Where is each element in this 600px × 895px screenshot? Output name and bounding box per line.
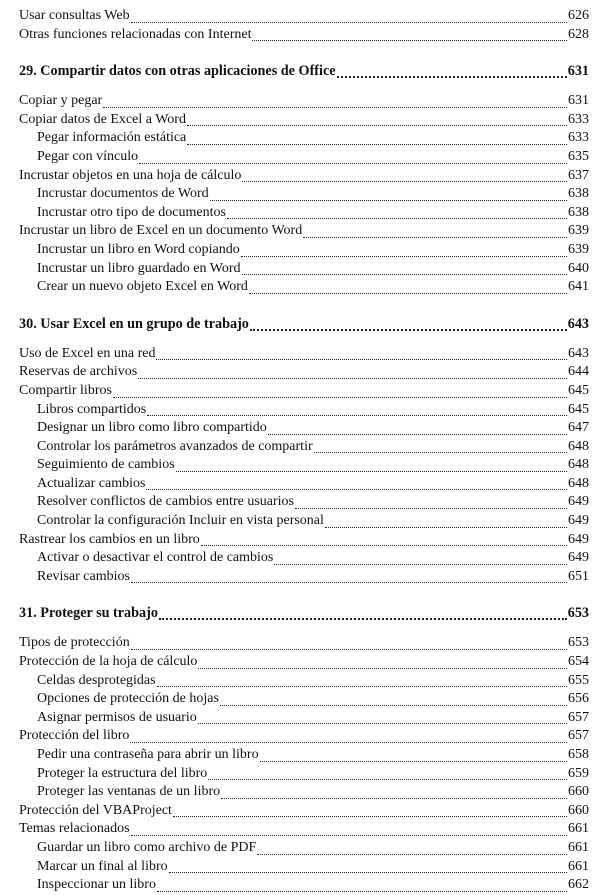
- toc-page-number: 637: [568, 167, 589, 183]
- toc-page-number: 649: [568, 550, 589, 566]
- toc-entry-title: Tipos de protección: [19, 635, 130, 651]
- dot-leader: [257, 853, 567, 855]
- toc-subentry: [19, 401, 589, 420]
- dot-leader: [250, 328, 567, 331]
- toc-entry-title: Incrustar un libro en Word copiando: [37, 241, 240, 257]
- toc-entry-title: Rastrear los cambios en un libro: [19, 531, 200, 547]
- toc-entry-title: Incrustar otro tipo de documentos: [37, 204, 226, 220]
- toc-page-number: 648: [568, 457, 589, 473]
- dot-leader: [325, 526, 567, 528]
- toc-entry-title: Actualizar cambios: [37, 475, 146, 491]
- toc-entry-title: Protección del libro: [19, 728, 130, 744]
- dot-leader: [198, 667, 567, 669]
- toc-subentry: [19, 709, 589, 728]
- toc-page-number: 641: [568, 279, 589, 295]
- dot-leader: [131, 581, 567, 583]
- toc-page-number: 660: [568, 802, 589, 818]
- toc-page-number: 647: [568, 420, 589, 436]
- dot-leader: [201, 544, 567, 546]
- dot-leader: [241, 255, 567, 257]
- toc-entry: [19, 345, 589, 364]
- toc-entry-title: 29. Compartir datos con otras aplicaciones de Office: [19, 63, 336, 80]
- toc-entry-title: Revisar cambios: [37, 568, 130, 584]
- toc-page-number: 655: [568, 672, 589, 688]
- dot-leader: [156, 358, 567, 360]
- dot-leader: [187, 143, 567, 145]
- toc-entry-title: Designar un libro como libro compartido: [37, 420, 267, 436]
- toc-page-number: 638: [568, 186, 589, 202]
- dot-leader: [242, 273, 568, 275]
- dot-leader: [208, 778, 567, 780]
- toc-entry: [19, 531, 589, 550]
- dot-leader: [113, 396, 567, 398]
- toc-entry: [19, 727, 589, 746]
- toc-page-number: 628: [568, 26, 589, 42]
- toc-entry-title: Resolver conflictos de cambios entre usuarios: [37, 494, 294, 510]
- toc-entry-title: Pegar información estática: [37, 130, 187, 146]
- toc-entry: [19, 167, 589, 186]
- toc-page-number: 633: [568, 130, 589, 146]
- toc-subentry: [19, 672, 589, 691]
- dot-leader: [138, 377, 567, 379]
- toc-entry-title: 31. Proteger su trabajo: [19, 605, 158, 622]
- dot-leader: [157, 890, 567, 892]
- dot-leader: [227, 217, 567, 219]
- toc-entry-title: Guardar un libro como archivo de PDF: [37, 839, 257, 855]
- toc-entry-title: Proteger las ventanas de un libro: [37, 784, 221, 800]
- toc-chapter-heading: [19, 603, 589, 623]
- toc-subentry: [19, 765, 589, 784]
- toc-entry-title: Controlar los parámetros avanzados de compartir: [37, 438, 313, 454]
- toc-page-number: 645: [568, 382, 589, 398]
- toc-page-number: 654: [568, 654, 589, 670]
- toc-page-number: 633: [568, 111, 589, 127]
- toc-page-number: 635: [568, 148, 589, 164]
- toc-entry-title: Compartir libros: [19, 382, 112, 398]
- dot-leader: [314, 451, 567, 453]
- toc-page-number: 656: [568, 691, 589, 707]
- dot-leader: [252, 39, 567, 41]
- chapter-spacer: [19, 297, 589, 314]
- toc-page-number: 649: [568, 494, 589, 510]
- toc-subentry: [19, 438, 589, 457]
- toc-page-number: 639: [568, 241, 589, 257]
- toc-entry-title: Protección de la hoja de cálculo: [19, 654, 198, 670]
- toc-subentry: [19, 148, 589, 167]
- toc-subentry: [19, 260, 589, 279]
- toc-entry: [19, 802, 589, 821]
- toc-entry: [19, 653, 589, 672]
- toc-entry-title: Reservas de archivos: [19, 364, 138, 380]
- toc-entry: [19, 7, 589, 26]
- dot-leader: [220, 704, 567, 706]
- toc-entry-title: Usar consultas Web: [19, 8, 130, 23]
- dot-leader: [159, 617, 567, 620]
- dot-leader: [147, 414, 567, 416]
- toc-subentry: [19, 783, 589, 802]
- toc-subentry: [19, 549, 589, 568]
- toc-entry: [19, 382, 589, 401]
- toc-page-number: 653: [567, 605, 589, 622]
- toc-subentry: [19, 475, 589, 494]
- dot-leader: [157, 685, 567, 687]
- chapter-spacer: [19, 586, 589, 603]
- toc-page-number: 659: [568, 765, 589, 781]
- toc-entry-title: Celdas desprotegidas: [37, 672, 156, 688]
- toc-page-number: 649: [568, 531, 589, 547]
- toc-entry-title: Seguimiento de cambios: [37, 457, 175, 473]
- toc-subentry: [19, 493, 589, 512]
- toc-subentry: [19, 129, 589, 148]
- toc-subentry: [19, 876, 589, 895]
- toc-entry-title: Inspeccionar un libro: [37, 877, 156, 893]
- dot-leader: [337, 75, 567, 78]
- toc-subentry: [19, 690, 589, 709]
- toc-page-number: 631: [567, 63, 589, 80]
- dot-leader: [173, 815, 567, 817]
- dot-leader: [295, 507, 567, 509]
- toc-subentry: [19, 278, 589, 297]
- toc-entry: [19, 634, 589, 653]
- toc-subentry: [19, 858, 589, 877]
- dot-leader: [242, 180, 567, 182]
- toc-entry-title: Protección del VBAProject: [19, 802, 172, 818]
- toc-entry-title: 30. Usar Excel en un grupo de trabajo: [19, 315, 249, 332]
- toc-entry-title: Temas relacionados: [19, 821, 130, 837]
- dot-leader: [187, 124, 567, 126]
- toc-page-number: 640: [568, 260, 589, 276]
- toc-subentry: [19, 241, 589, 260]
- toc-subentry: [19, 839, 589, 858]
- toc-entry-title: Incrustar un libro de Excel en un documento Word: [19, 223, 303, 239]
- chapter-spacer: [19, 44, 589, 61]
- toc-page-number: 651: [568, 568, 589, 584]
- toc-page-number: 648: [568, 438, 589, 454]
- dot-leader: [131, 834, 567, 836]
- toc-entry-title: Copiar y pegar: [19, 93, 103, 109]
- toc-entry-title: Opciones de protección de hojas: [37, 691, 219, 707]
- toc-entry: [19, 222, 589, 241]
- toc-entry-title: Marcar un final al libro: [37, 858, 168, 874]
- dot-leader: [103, 106, 567, 108]
- table-of-contents: [19, 7, 589, 895]
- dot-leader: [274, 563, 567, 565]
- dot-leader: [146, 488, 567, 490]
- toc-page-number: 648: [568, 475, 589, 491]
- toc-entry-title: Activar o desactivar el control de cambios: [37, 550, 274, 566]
- toc-subentry: [19, 746, 589, 765]
- toc-page-number: 638: [568, 204, 589, 220]
- toc-chapter-heading: [19, 61, 589, 81]
- dot-leader: [131, 21, 567, 23]
- toc-entry: [19, 92, 589, 111]
- toc-subentry: [19, 568, 589, 587]
- toc-page-number: 644: [568, 364, 589, 380]
- chapter-spacer: [19, 334, 589, 345]
- toc-entry-title: Proteger la estructura del libro: [37, 765, 208, 781]
- dot-leader: [198, 722, 567, 724]
- toc-page-number: 653: [568, 635, 589, 651]
- dot-leader: [249, 292, 567, 294]
- toc-page-number: 661: [568, 821, 589, 837]
- toc-page-number: 657: [568, 709, 589, 725]
- toc-page-number: 645: [568, 401, 589, 417]
- toc-subentry: [19, 185, 589, 204]
- toc-chapter-heading: [19, 314, 589, 334]
- toc-entry-title: Asignar permisos de usuario: [37, 709, 197, 725]
- chapter-spacer: [19, 623, 589, 634]
- chapter-spacer: [19, 81, 589, 92]
- toc-page-number: 643: [568, 345, 589, 361]
- toc-entry-title: Incrustar documentos de Word: [37, 186, 209, 202]
- toc-entry-title: Pedir una contraseña para abrir un libro: [37, 747, 259, 762]
- toc-entry-title: Incrustar un libro guardado en Word: [37, 260, 241, 276]
- dot-leader: [221, 797, 567, 799]
- toc-page-number: 661: [568, 858, 589, 874]
- toc-entry-title: Libros compartidos: [37, 401, 147, 417]
- toc-subentry: [19, 419, 589, 438]
- toc-subentry: [19, 456, 589, 475]
- toc-entry: [19, 820, 589, 839]
- toc-entry-title: Controlar la configuración Incluir en vista personal: [37, 513, 324, 529]
- toc-page-number: 661: [568, 839, 589, 855]
- toc-page-number: 660: [568, 784, 589, 800]
- toc-page-number: 631: [568, 93, 589, 109]
- toc-entry-title: Uso de Excel en una red: [19, 345, 156, 361]
- toc-entry-title: Copiar datos de Excel a Word: [19, 111, 186, 127]
- dot-leader: [131, 648, 567, 650]
- toc-entry-title: Incrustar objetos en una hoja de cálculo: [19, 167, 242, 183]
- toc-page-number: 658: [568, 747, 589, 762]
- toc-page-number: 657: [568, 728, 589, 744]
- dot-leader: [139, 162, 567, 164]
- toc-entry: [19, 111, 589, 130]
- toc-page-number: 626: [568, 8, 589, 23]
- toc-subentry: [19, 204, 589, 223]
- toc-entry-title: Pegar con vínculo: [37, 148, 139, 164]
- dot-leader: [268, 433, 567, 435]
- dot-leader: [130, 741, 567, 743]
- dot-leader: [176, 470, 567, 472]
- dot-leader: [260, 760, 567, 762]
- toc-subentry: [19, 512, 589, 531]
- toc-page-number: 643: [567, 315, 589, 332]
- dot-leader: [210, 199, 567, 201]
- toc-entry: [19, 363, 589, 382]
- toc-page-number: 639: [568, 223, 589, 239]
- toc-entry: [19, 26, 589, 45]
- toc-entry-title: Otras funciones relacionadas con Internet: [19, 26, 252, 42]
- dot-leader: [303, 236, 567, 238]
- toc-page-number: 649: [568, 513, 589, 529]
- toc-entry-title: Crear un nuevo objeto Excel en Word: [37, 279, 248, 295]
- dot-leader: [169, 871, 567, 873]
- toc-page-number: 662: [568, 877, 589, 893]
